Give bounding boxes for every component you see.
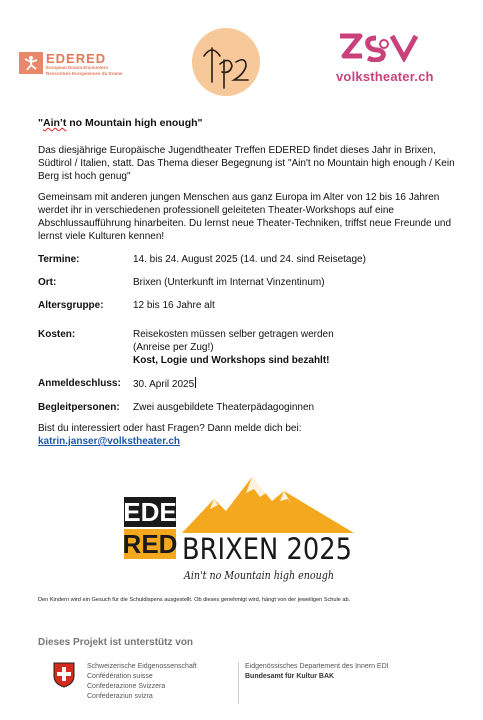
- mountain-shape: [182, 477, 354, 533]
- row-kosten: [38, 328, 458, 367]
- red-text: RED: [122, 529, 178, 559]
- ort-value: Brixen (Unterkunft im Internat Vinzentinum): [133, 277, 325, 288]
- contact-email-link[interactable]: katrin.janser@volkstheater.ch: [38, 436, 181, 447]
- row-begleitpersonen: [38, 401, 458, 414]
- row-ort: [38, 276, 458, 289]
- kosten-line-3: Kost, Logie und Workshops sind bezahlt!: [133, 355, 330, 366]
- termine-value: 14. bis 24. August 2025 (14. und 24. sind Reisetage): [133, 254, 366, 265]
- volkstheater-logo: [336, 32, 446, 84]
- department-names: [245, 662, 389, 682]
- edered-subtitle-2: Rencontres Européennes du Drame: [46, 71, 123, 76]
- title-squiggle-word: Ain’t: [42, 117, 67, 129]
- department-bak: Bundesamt für Kultur BAK: [245, 673, 335, 680]
- edered-subtitle-1: European Drama Encounters: [46, 65, 109, 70]
- kosten-line-1: Reisekosten müssen selber getragen werden: [133, 329, 334, 340]
- footer-divider: [238, 662, 239, 704]
- federation-fr: Confédération suisse: [87, 673, 153, 680]
- contact-question: Bist du interessiert oder hast Fragen? Dann melde dich bei:: [38, 423, 302, 434]
- kosten-label: Kosten:: [38, 329, 76, 340]
- volkstheater-name: volkstheater.ch: [336, 69, 434, 84]
- federation-names: [87, 662, 197, 702]
- row-altersgruppe: [38, 299, 458, 312]
- federation-de: Schweizerische Eidgenossenschaft: [87, 663, 197, 670]
- disclaimer-text: Den Kindern wird ein Gesuch für die Schuldispens ausgestellt. Ob dieses genehmigt wird, hängt von der jeweiligen Schule ab.: [38, 597, 351, 603]
- kosten-value: [133, 328, 458, 367]
- federation-it: Confederazione Svizzera: [87, 683, 166, 690]
- description-paragraph: Gemeinsam mit anderen jungen Menschen aus ganz Europa im Alter von 12 bis 16 Jahren werdet ihr in verschiedenen professionell geleiteten Theater-Workshops auf eine Abschlussaufführung hinarbeiten. Du lernst neue Theater-Techniken, triffst neue Freunde und lernst viele Kulturen kennen!: [38, 192, 452, 242]
- sponsor-footer: [53, 662, 463, 712]
- altersgruppe-value: 12 bis 16 Jahre alt: [133, 300, 215, 311]
- supported-by-heading: Dieses Projekt ist unterstütz von: [38, 637, 194, 648]
- anmeldeschluss-value: 30. April 2025: [133, 379, 195, 390]
- document-body: [38, 117, 458, 448]
- title-quote: ": [38, 117, 43, 129]
- dancer-icon: [19, 52, 43, 74]
- tp2-logo: [190, 26, 262, 98]
- intro-paragraph: Das diesjährige Europäische Jugendtheater Treffen EDERED findet dieses Jahr in Brixen, Südtirol / Italien, statt. Das Thema dieser Begegnung ist "Ain't no Mountain high enough / Kein Berg ist hoch genug": [38, 145, 455, 182]
- title-rest: no Mountain high enough": [66, 117, 203, 129]
- anmeldeschluss-value-wrap: [133, 377, 458, 391]
- swiss-coat-of-arms-icon: [53, 662, 75, 688]
- ort-label: Ort:: [38, 277, 57, 288]
- begleitpersonen-label: Begleitpersonen:: [38, 402, 120, 413]
- edered-name: EDERED: [46, 51, 107, 66]
- brixen-tagline: Ain't no Mountain high enough: [183, 569, 334, 582]
- anmeldeschluss-label: Anmeldeschluss:: [38, 378, 121, 389]
- federation-rm: Confederaziun svizra: [87, 693, 153, 700]
- altersgruppe-label: Altersgruppe:: [38, 300, 104, 311]
- row-termine: [38, 253, 458, 266]
- ede-text: EDE: [123, 497, 177, 527]
- logo-row: [0, 22, 483, 102]
- brixen-title: BRIXEN 2025: [182, 532, 352, 566]
- brixen-2025-logo: [122, 471, 357, 586]
- termine-label: Termine:: [38, 254, 80, 265]
- kosten-line-2: (Anreise per Zug!): [133, 342, 214, 353]
- edered-logo: [19, 52, 123, 77]
- department-edi: Eidgenössisches Departement des Innern EDI: [245, 663, 389, 670]
- row-anmeldeschluss: [38, 377, 458, 391]
- begleitpersonen-value: Zwei ausgebildete Theaterpädagoginnen: [133, 402, 315, 413]
- page-title: [38, 117, 458, 130]
- text-cursor: [195, 377, 196, 388]
